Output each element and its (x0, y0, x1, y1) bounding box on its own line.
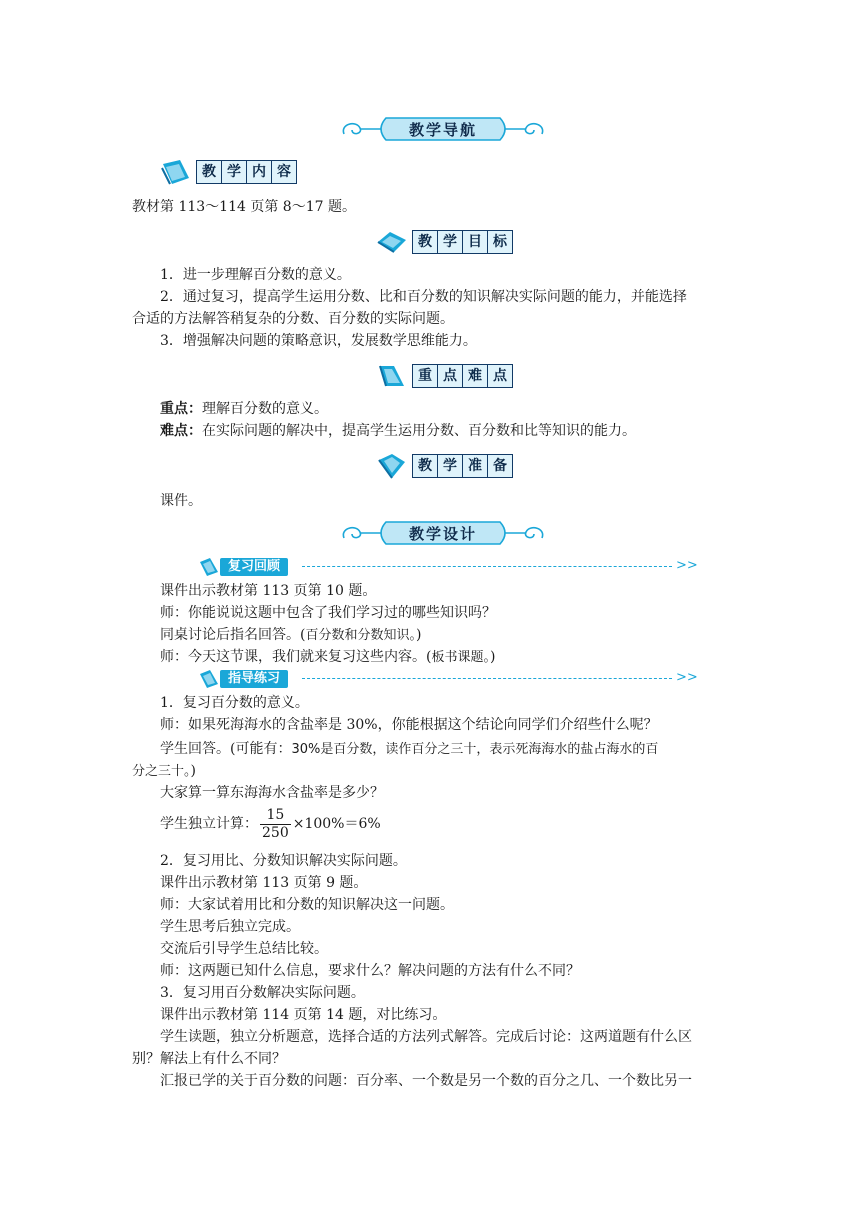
text: 学生独立计算： (160, 816, 258, 832)
book-icon (198, 556, 220, 578)
banner-teaching-navigation (338, 114, 548, 144)
review-line: 师：你能说说这题中包含了我们学习过的哪些知识吗？ (160, 605, 496, 621)
banner-title: 教学设计 (408, 525, 477, 543)
double-arrow-icon: >> (676, 670, 698, 685)
header-char: 教 (418, 458, 432, 474)
header-cells (412, 364, 513, 388)
header-char: 教 (202, 164, 216, 180)
note-text: 30%是百分数，读作百分之三十，表示死海海水的盐占海水的百 (291, 742, 659, 757)
header-char: 重 (418, 368, 432, 384)
header-char: 教 (418, 234, 432, 250)
note-text: 板书课题。 (431, 650, 490, 665)
header-char: 点 (437, 365, 462, 387)
goal-item: 3．增强解决问题的策略意识，发展数学思维能力。 (160, 333, 477, 349)
text: ×100%＝6% (292, 816, 381, 832)
difficulty-text: 在实际问题的解决中，提高学生运用分数、百分数和比等知识的能力。 (202, 423, 636, 439)
content-text: 教材第 113～114 页第 8～17 题。 (132, 199, 356, 215)
practice-line: 课件出示教材第 113 页第 9 题。 (160, 875, 368, 891)
practice-line (160, 738, 760, 761)
practice-line: 交流后引导学生总结比较。 (160, 941, 328, 957)
goal-item: 1．进一步理解百分数的意义。 (160, 267, 351, 283)
practice-line (132, 760, 732, 783)
section-review (198, 556, 698, 578)
key-point-line (160, 398, 760, 420)
fraction-denominator: 250 (262, 824, 289, 841)
practice-line: 2．复习用比、分数知识解决实际问题。 (160, 853, 407, 869)
prep-text: 课件。 (160, 493, 202, 509)
fraction (260, 807, 291, 842)
goal-item: 合适的方法解答稍复杂的分数、百分数的实际问题。 (132, 311, 454, 327)
dashed-divider (302, 566, 672, 567)
practice-line: 3．复习用百分数解决实际问题。 (160, 985, 365, 1001)
book-icon (376, 452, 408, 480)
header-char: 点 (487, 365, 512, 387)
key-text: 理解百分数的意义。 (202, 401, 328, 417)
key-label: 重点： (160, 401, 202, 417)
practice-line: 汇报已学的关于百分数的问题：百分率、一个数是另一个数的百分之几、一个数比另一 (160, 1073, 692, 1089)
header-char: 学 (437, 455, 462, 477)
text: ) (489, 649, 496, 665)
practice-line: 学生读题，独立分析题意，选择合适的方法列式解答。完成后讨论：这两道题有什么区 (160, 1029, 692, 1045)
header-char: 目 (462, 231, 487, 253)
section-guided-practice (198, 668, 698, 690)
review-line (160, 646, 760, 669)
dashed-divider (302, 678, 672, 679)
text: 师：今天这节课，我们就来复习这些内容。( (160, 649, 432, 665)
text: 同桌讨论后指名回答。( (160, 627, 306, 643)
practice-line: 别？解法上有什么不同？ (132, 1051, 286, 1067)
header-char: 难 (462, 365, 487, 387)
practice-line: 学生思考后独立完成。 (160, 919, 300, 935)
practice-line: 1．复习百分数的意义。 (160, 695, 309, 711)
section-label: 复习回顾 (220, 558, 288, 576)
goal-item: 2．通过复习，提高学生运用分数、比和百分数的知识解决实际问题的能力，并能选择 (160, 289, 687, 305)
header-char: 学 (221, 161, 246, 183)
difficulty-line (160, 420, 760, 442)
practice-calc-line (160, 806, 760, 842)
header-char: 内 (246, 161, 271, 183)
review-line: 课件出示教材第 113 页第 10 题。 (160, 583, 377, 599)
practice-line: 师：如果死海海水的含盐率是 30%，你能根据这个结论向同学们介绍些什么呢？ (160, 717, 658, 733)
header-char: 学 (437, 231, 462, 253)
header-char: 备 (487, 455, 512, 477)
practice-line: 课件出示教材第 114 页第 14 题，对比练习。 (160, 1007, 447, 1023)
header-cells (196, 160, 297, 184)
practice-line: 师：大家试着用比和分数的知识解决这一问题。 (160, 897, 454, 913)
note-text: 分之三十。 (132, 764, 191, 779)
text: 学生回答。(可能有： (160, 741, 292, 757)
header-char: 标 (487, 231, 512, 253)
note-text: 百分数和分数知识。 (305, 628, 416, 643)
header-char: 容 (271, 161, 296, 183)
practice-line: 大家算一算东海海水含盐率是多少？ (160, 785, 384, 801)
banner-title: 教学导航 (408, 121, 477, 139)
header-char: 准 (462, 455, 487, 477)
text: ) (190, 763, 196, 779)
book-icon (160, 158, 192, 186)
book-icon (376, 362, 408, 390)
double-arrow-icon: >> (676, 558, 698, 573)
header-cells (412, 454, 513, 478)
difficulty-label: 难点： (160, 423, 202, 439)
book-icon (376, 228, 408, 256)
section-label: 指导练习 (220, 670, 288, 688)
header-cells (412, 230, 513, 254)
book-icon (198, 668, 220, 690)
fraction-numerator: 15 (260, 807, 291, 825)
practice-line: 师：这两题已知什么信息，要求什么？解决问题的方法有什么不同？ (160, 963, 580, 979)
review-line (160, 624, 760, 647)
text: ) (415, 627, 422, 643)
